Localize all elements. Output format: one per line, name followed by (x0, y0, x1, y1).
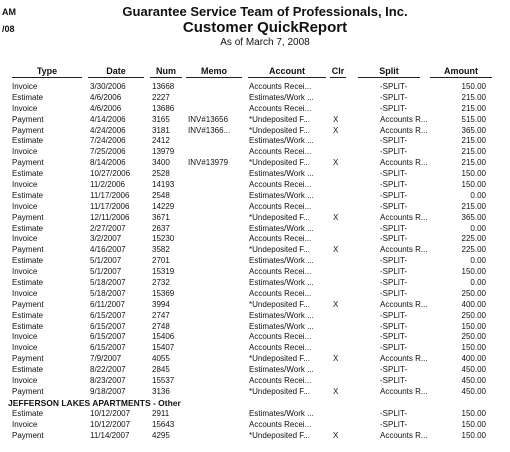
cell-date: 6/15/2007 (90, 310, 126, 320)
cell-split: -SPLIT- (380, 288, 408, 298)
cell-date: 6/15/2007 (90, 332, 126, 342)
cell-type: Estimate (12, 365, 44, 375)
cell-account: Estimates/Work ... (249, 223, 314, 233)
table-row (0, 191, 510, 202)
cell-account: Estimates/Work ... (249, 92, 314, 102)
cell-num: 13979 (152, 147, 175, 157)
cell-split: -SPLIT- (380, 103, 408, 113)
cell-num: 15406 (152, 332, 175, 342)
cell-num: 2637 (152, 223, 170, 233)
cell-split: Accounts R... (380, 245, 428, 255)
cell-split: -SPLIT- (380, 223, 408, 233)
cell-account: Estimates/Work ... (249, 169, 314, 179)
cell-account: *Undeposited F... (249, 212, 310, 222)
cell-date: 11/17/2006 (90, 201, 130, 211)
cell-amount: 150.00 (461, 82, 486, 91)
report-time: AM (2, 7, 16, 17)
cell-amount: 365.00 (461, 212, 486, 222)
col-account: Account (248, 66, 326, 78)
cell-amount: 215.00 (461, 201, 486, 211)
cell-clr: X (333, 245, 339, 255)
cell-type: Payment (12, 212, 44, 222)
cell-account: *Undeposited F... (249, 386, 310, 396)
cell-type: Invoice (12, 419, 38, 429)
section-header: JEFFERSON LAKES APARTMENTS - Other (8, 397, 181, 408)
cell-type: Invoice (12, 376, 38, 386)
table-row (0, 354, 510, 365)
cell-clr: X (333, 430, 339, 440)
report-print-date: /08 (2, 24, 15, 34)
cell-amount: 515.00 (461, 114, 486, 124)
cell-clr: X (333, 212, 339, 222)
cell-split: Accounts R... (380, 158, 428, 168)
cell-split: -SPLIT- (380, 408, 408, 418)
cell-type: Payment (12, 354, 44, 364)
cell-type: Payment (12, 158, 44, 168)
cell-account: Estimates/Work ... (249, 136, 314, 146)
cell-num: 3400 (152, 158, 170, 168)
cell-date: 7/25/2006 (90, 147, 126, 157)
cell-split: -SPLIT- (380, 376, 408, 386)
cell-account: Accounts Recei... (249, 288, 312, 298)
cell-account: *Undeposited F... (249, 158, 310, 168)
table-row (0, 180, 510, 191)
cell-date: 8/22/2007 (90, 365, 126, 375)
cell-split: -SPLIT- (380, 278, 408, 288)
cell-clr: X (333, 354, 339, 364)
cell-type: Payment (12, 299, 44, 309)
cell-clr: X (333, 114, 339, 124)
cell-type: Invoice (12, 103, 38, 113)
cell-split: -SPLIT- (380, 310, 408, 320)
table-row (0, 387, 510, 398)
cell-amount: 365.00 (461, 125, 486, 135)
col-split: Split (358, 66, 420, 78)
column-headers (0, 66, 510, 79)
cell-account: Accounts Recei... (249, 332, 312, 342)
table-row (0, 376, 510, 387)
cell-date: 12/11/2006 (90, 212, 130, 222)
cell-split: -SPLIT- (380, 147, 408, 157)
cell-date: 4/6/2006 (90, 103, 122, 113)
cell-date: 5/1/2007 (90, 267, 122, 277)
cell-num: 15369 (152, 288, 175, 298)
cell-amount: 215.00 (461, 92, 486, 102)
cell-account: Estimates/Work ... (249, 321, 314, 331)
table-row (0, 126, 510, 137)
cell-account: *Undeposited F... (249, 430, 310, 440)
cell-amount: 450.00 (461, 365, 486, 375)
cell-amount: 215.00 (461, 136, 486, 146)
cell-num: 14229 (152, 201, 175, 211)
cell-num: 2732 (152, 278, 170, 288)
cell-split: -SPLIT- (380, 92, 408, 102)
cell-num: 2747 (152, 310, 170, 320)
cell-num: 3136 (152, 386, 170, 396)
cell-type: Invoice (12, 82, 38, 91)
cell-date: 8/14/2006 (90, 158, 126, 168)
cell-account: Accounts Recei... (249, 419, 312, 429)
cell-account: *Undeposited F... (249, 114, 310, 124)
cell-amount: 450.00 (461, 376, 486, 386)
cell-account: Accounts Recei... (249, 376, 312, 386)
table-row (0, 409, 510, 420)
cell-account: Estimates/Work ... (249, 365, 314, 375)
cell-account: Accounts Recei... (249, 201, 312, 211)
cell-date: 11/17/2006 (90, 190, 130, 200)
cell-account: Accounts Recei... (249, 82, 312, 91)
cell-date: 10/12/2007 (90, 419, 131, 429)
cell-date: 9/18/2007 (90, 386, 126, 396)
cell-amount: 250.00 (461, 310, 486, 320)
cell-date: 4/16/2007 (90, 245, 126, 255)
col-num: Num (150, 66, 182, 78)
cell-amount: 150.00 (461, 321, 486, 331)
cell-split: Accounts R... (380, 386, 428, 396)
cell-type: Estimate (12, 321, 44, 331)
cell-account: Estimates/Work ... (249, 278, 314, 288)
cell-split: -SPLIT- (380, 343, 408, 353)
cell-date: 3/2/2007 (90, 234, 122, 244)
table-row (0, 93, 510, 104)
table-row (0, 332, 510, 343)
cell-date: 7/9/2007 (90, 354, 122, 364)
table-row (0, 267, 510, 278)
cell-num: 15319 (152, 267, 175, 277)
cell-amount: 150.00 (461, 169, 486, 179)
col-amount: Amount (430, 66, 492, 78)
cell-split: -SPLIT- (380, 180, 408, 190)
table-row (0, 256, 510, 267)
cell-memo: INV#13656 (188, 114, 229, 124)
cell-account: *Undeposited F... (249, 125, 310, 135)
table-row (0, 213, 510, 224)
cell-amount: 0.00 (470, 190, 486, 200)
cell-type: Payment (12, 386, 44, 396)
cell-num: 3671 (152, 212, 170, 222)
cell-amount: 225.00 (461, 245, 486, 255)
cell-date: 10/27/2006 (90, 169, 131, 179)
cell-type: Payment (12, 430, 44, 440)
cell-date: 6/15/2007 (90, 321, 126, 331)
cell-amount: 150.00 (461, 267, 486, 277)
table-row (0, 104, 510, 115)
report-rows (0, 82, 510, 442)
cell-account: Accounts Recei... (249, 180, 312, 190)
cell-amount: 0.00 (470, 256, 486, 266)
cell-type: Estimate (12, 136, 44, 146)
cell-date: 7/24/2006 (90, 136, 126, 146)
table-row (0, 202, 510, 213)
cell-split: Accounts R... (380, 430, 428, 440)
cell-num: 15407 (152, 343, 175, 353)
table-row (0, 300, 510, 311)
cell-num: 3582 (152, 245, 170, 255)
cell-memo: INV#1366... (188, 125, 231, 135)
table-row (0, 431, 510, 442)
cell-type: Estimate (12, 223, 44, 233)
cell-date: 5/1/2007 (90, 256, 122, 266)
cell-account: Accounts Recei... (249, 343, 312, 353)
cell-type: Payment (12, 125, 44, 135)
cell-amount: 0.00 (470, 278, 486, 288)
cell-num: 4055 (152, 354, 170, 364)
cell-split: -SPLIT- (380, 201, 408, 211)
cell-num: 2227 (152, 92, 170, 102)
col-type: Type (12, 66, 82, 78)
cell-num: 13686 (152, 103, 175, 113)
cell-num: 2701 (152, 256, 170, 266)
cell-date: 11/14/2007 (90, 430, 130, 440)
cell-type: Estimate (12, 278, 44, 288)
cell-amount: 400.00 (461, 354, 486, 364)
cell-amount: 0.00 (470, 223, 486, 233)
cell-num: 2412 (152, 136, 170, 146)
table-row (0, 289, 510, 300)
cell-clr: X (333, 125, 339, 135)
cell-type: Payment (12, 114, 44, 124)
cell-account: Estimates/Work ... (249, 256, 314, 266)
table-row (0, 365, 510, 376)
cell-amount: 400.00 (461, 299, 486, 309)
cell-date: 10/12/2007 (90, 408, 131, 418)
cell-account: *Undeposited F... (249, 299, 310, 309)
table-row (0, 158, 510, 169)
cell-type: Invoice (12, 201, 38, 211)
cell-date: 2/27/2007 (90, 223, 126, 233)
cell-split: -SPLIT- (380, 267, 408, 277)
company-name: Guarantee Service Team of Professionals, Inc. (122, 4, 408, 19)
cell-amount: 150.00 (461, 430, 486, 440)
cell-num: 2528 (152, 169, 170, 179)
table-row (0, 420, 510, 431)
cell-num: 15537 (152, 376, 175, 386)
cell-num: 15643 (152, 419, 175, 429)
cell-amount: 215.00 (461, 158, 486, 168)
cell-num: 3994 (152, 299, 170, 309)
cell-split: Accounts R... (380, 354, 428, 364)
cell-split: -SPLIT- (380, 234, 408, 244)
cell-date: 4/6/2006 (90, 92, 122, 102)
table-row (0, 147, 510, 158)
cell-amount: 225.00 (461, 234, 486, 244)
cell-num: 15230 (152, 234, 175, 244)
cell-type: Estimate (12, 310, 44, 320)
col-memo: Memo (186, 66, 242, 78)
col-clr: Clr (331, 66, 345, 76)
cell-amount: 250.00 (461, 288, 486, 298)
table-row (0, 234, 510, 245)
cell-num: 3165 (152, 114, 170, 124)
cell-type: Invoice (12, 267, 38, 277)
cell-type: Invoice (12, 332, 38, 342)
table-row (0, 278, 510, 289)
table-row (0, 322, 510, 333)
cell-date: 5/18/2007 (90, 278, 126, 288)
cell-amount: 150.00 (461, 180, 486, 190)
cell-num: 3181 (152, 125, 170, 135)
cell-date: 6/15/2007 (90, 343, 126, 353)
cell-date: 3/30/2006 (90, 82, 126, 91)
cell-date: 5/18/2007 (90, 288, 126, 298)
cell-type: Invoice (12, 147, 38, 157)
cell-amount: 250.00 (461, 332, 486, 342)
cell-num: 2548 (152, 190, 170, 200)
table-row (0, 245, 510, 256)
cell-split: -SPLIT- (380, 82, 408, 91)
cell-amount: 215.00 (461, 147, 486, 157)
cell-split: Accounts R... (380, 212, 428, 222)
cell-split: -SPLIT- (380, 365, 408, 375)
cell-type: Invoice (12, 343, 38, 353)
cell-type: Estimate (12, 408, 44, 418)
cell-account: Accounts Recei... (249, 103, 312, 113)
cell-num: 13668 (152, 82, 175, 91)
cell-type: Payment (12, 245, 44, 255)
cell-num: 4295 (152, 430, 170, 440)
report-as-of: As of March 7, 2008 (220, 37, 310, 48)
cell-split: Accounts R... (380, 114, 428, 124)
table-row (0, 343, 510, 354)
cell-date: 11/2/2006 (90, 180, 125, 190)
cell-type: Estimate (12, 169, 44, 179)
cell-account: Accounts Recei... (249, 234, 312, 244)
cell-split: Accounts R... (380, 125, 428, 135)
cell-date: 6/11/2007 (90, 299, 125, 309)
cell-type: Invoice (12, 180, 38, 190)
cell-date: 4/14/2006 (90, 114, 126, 124)
cell-num: 2845 (152, 365, 170, 375)
cell-account: Estimates/Work ... (249, 310, 314, 320)
cell-num: 14193 (152, 180, 175, 190)
col-date: Date (88, 66, 144, 78)
cell-account: Accounts Recei... (249, 267, 312, 277)
cell-account: Estimates/Work ... (249, 190, 314, 200)
cell-type: Invoice (12, 288, 38, 298)
cell-account: *Undeposited F... (249, 354, 310, 364)
table-row (0, 115, 510, 126)
cell-type: Estimate (12, 256, 44, 266)
table-row (0, 136, 510, 147)
cell-split: -SPLIT- (380, 169, 408, 179)
cell-type: Estimate (12, 92, 44, 102)
cell-clr: X (333, 299, 339, 309)
cell-type: Invoice (12, 234, 38, 244)
table-row (0, 224, 510, 235)
cell-split: -SPLIT- (380, 332, 408, 342)
cell-account: Estimates/Work ... (249, 408, 314, 418)
cell-date: 8/23/2007 (90, 376, 126, 386)
table-row (0, 82, 510, 93)
cell-account: *Undeposited F... (249, 245, 310, 255)
cell-memo: INV#13979 (188, 158, 229, 168)
cell-type: Estimate (12, 190, 44, 200)
cell-clr: X (333, 386, 339, 396)
table-row (0, 169, 510, 180)
cell-split: -SPLIT- (380, 321, 408, 331)
cell-num: 2911 (152, 408, 170, 418)
cell-split: -SPLIT- (380, 419, 408, 429)
cell-amount: 215.00 (461, 103, 486, 113)
cell-account: Accounts Recei... (249, 147, 312, 157)
cell-num: 2748 (152, 321, 170, 331)
table-row (0, 311, 510, 322)
cell-split: Accounts R... (380, 299, 428, 309)
cell-split: -SPLIT- (380, 136, 408, 146)
cell-split: -SPLIT- (380, 256, 408, 266)
cell-clr: X (333, 158, 339, 168)
cell-amount: 150.00 (461, 408, 486, 418)
cell-amount: 150.00 (461, 343, 486, 353)
cell-date: 4/24/2006 (90, 125, 126, 135)
cell-amount: 450.00 (461, 386, 486, 396)
cell-amount: 150.00 (461, 419, 486, 429)
report-title: Customer QuickReport (182, 19, 348, 36)
cell-split: -SPLIT- (380, 190, 408, 200)
